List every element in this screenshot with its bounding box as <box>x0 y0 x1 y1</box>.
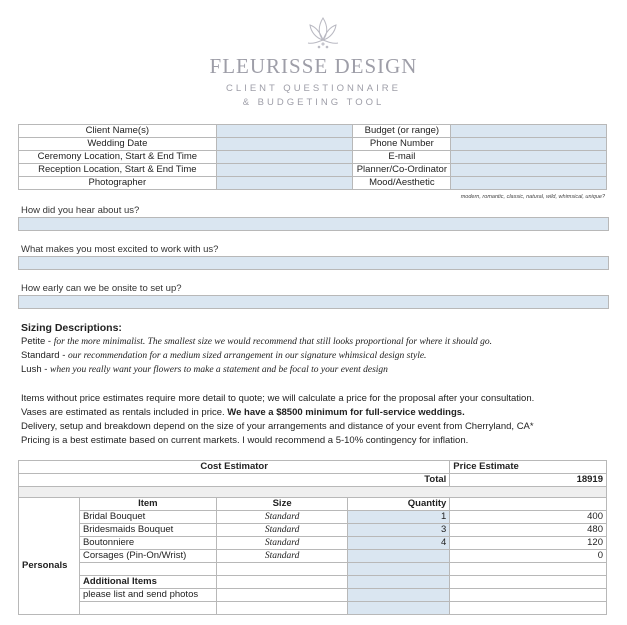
item-name: Bridal Bouquet <box>79 511 216 524</box>
additional-items-label: Additional Items <box>79 576 216 589</box>
budget-field[interactable] <box>451 125 607 138</box>
blank-cell <box>216 589 348 602</box>
table-row <box>19 537 607 550</box>
mood-label: Mood/Aesthetic <box>353 177 451 190</box>
note-line: Delivery, setup and breakdown depend on the size of your arrangements and distance of your event from Cherryland, CA* <box>21 421 534 432</box>
cost-estimator-table <box>18 460 607 615</box>
size-name: Standard - <box>21 350 66 361</box>
quantity-field[interactable] <box>348 576 450 589</box>
size-select[interactable]: Standard <box>216 524 348 537</box>
phone-label: Phone Number <box>353 138 451 151</box>
budget-label: Budget (or range) <box>353 125 451 138</box>
photographer-field[interactable] <box>216 177 353 190</box>
reception-location-field[interactable] <box>216 164 353 177</box>
blank-cell <box>216 576 348 589</box>
quantity-field[interactable]: 4 <box>348 537 450 550</box>
sizing-item <box>21 363 611 377</box>
email-label: E-mail <box>353 151 451 164</box>
section-personals: Personals <box>19 498 80 615</box>
price-value: 400 <box>450 511 607 524</box>
answer-excited-field[interactable] <box>18 256 609 270</box>
info-row <box>19 125 607 138</box>
size-desc: for the more minimalist. The smallest size we would recommend that still looks proportional for where it should go. <box>53 337 492 347</box>
col-quantity-header: Quantity <box>348 498 450 511</box>
sizing-item <box>21 349 611 363</box>
total-value: 18919 <box>450 474 607 487</box>
note-line <box>21 406 611 420</box>
size-select[interactable]: Standard <box>216 550 348 563</box>
size-select[interactable]: Standard <box>216 537 348 550</box>
quantity-field[interactable] <box>348 563 450 576</box>
price-value: 0 <box>450 550 607 563</box>
sizing-descriptions <box>21 321 611 377</box>
note-minimum: We have a $8500 minimum for full-service weddings. <box>227 407 465 418</box>
answer-hear-about-field[interactable] <box>18 217 609 231</box>
planner-field[interactable] <box>451 164 607 177</box>
additional-item-field[interactable] <box>79 602 216 615</box>
quantity-field[interactable] <box>348 589 450 602</box>
question-excited: What makes you most excited to work with us? <box>21 244 219 255</box>
ceremony-location-label: Ceremony Location, Start & End Time <box>19 151 217 164</box>
size-name: Petite - <box>21 336 52 347</box>
blank-cell <box>79 563 216 576</box>
table-row <box>19 602 607 615</box>
tagline-line-1: CLIENT QUESTIONNAIRE <box>226 83 401 94</box>
phone-field[interactable] <box>451 138 607 151</box>
table-row <box>19 563 607 576</box>
note-line: Items without price estimates require more detail to quote; we will calculate a price for the proposal after your consultation. <box>21 393 535 404</box>
brand-title: FLEURISSE DESIGN <box>209 54 418 78</box>
sizing-item <box>21 335 611 349</box>
spacer-row <box>19 487 607 498</box>
col-size-header: Size <box>216 498 348 511</box>
item-name: Bridesmaids Bouquet <box>79 524 216 537</box>
reception-location-label: Reception Location, Start & End Time <box>19 164 217 177</box>
price-value: 120 <box>450 537 607 550</box>
size-desc: our recommendation for a medium sized arrangement in our signature whimsical design style. <box>68 351 427 361</box>
pricing-notes <box>21 392 611 448</box>
lotus-icon <box>304 14 342 52</box>
blank-cell <box>450 563 607 576</box>
quantity-field[interactable] <box>348 550 450 563</box>
blank-cell <box>450 602 607 615</box>
note-vases: Vases are estimated as rentals included in price. <box>21 407 225 418</box>
cost-estimator-title: Cost Estimator <box>19 461 450 474</box>
price-value: 480 <box>450 524 607 537</box>
blank-cell <box>216 602 348 615</box>
blank-cell <box>450 576 607 589</box>
photographer-label: Photographer <box>19 177 217 190</box>
ceremony-location-field[interactable] <box>216 151 353 164</box>
sizing-heading: Sizing Descriptions: <box>21 322 122 334</box>
quantity-field[interactable] <box>348 602 450 615</box>
client-info-table <box>18 124 607 190</box>
wedding-date-field[interactable] <box>216 138 353 151</box>
total-label: Total <box>19 474 450 487</box>
size-name: Lush - <box>21 364 48 375</box>
blank-cell <box>450 589 607 602</box>
email-field[interactable] <box>451 151 607 164</box>
planner-label: Planner/Co-Ordinator <box>353 164 451 177</box>
additional-items-note: please list and send photos <box>79 589 216 602</box>
item-name: Corsages (Pin-On/Wrist) <box>79 550 216 563</box>
mood-hint: modern, romantic, classic, natural, wild, whimsical, unique? <box>460 194 605 200</box>
client-name-label: Client Name(s) <box>19 125 217 138</box>
size-desc: when you really want your flowers to make a statement and be focal to your event design <box>50 365 388 375</box>
question-setup-time: How early can we be onsite to set up? <box>21 283 182 294</box>
info-row <box>19 138 607 151</box>
tagline-line-2: & BUDGETING TOOL <box>242 97 385 108</box>
table-row <box>19 511 607 524</box>
info-row <box>19 151 607 164</box>
answer-setup-time-field[interactable] <box>18 295 609 309</box>
quantity-field[interactable]: 3 <box>348 524 450 537</box>
quantity-field[interactable]: 1 <box>348 511 450 524</box>
size-select[interactable]: Standard <box>216 511 348 524</box>
info-row <box>19 177 607 190</box>
client-name-field[interactable] <box>216 125 353 138</box>
note-line: Pricing is a best estimate based on current markets. I would recommend a 5-10% contingency for inflation. <box>21 435 469 446</box>
table-row <box>19 524 607 537</box>
header <box>0 0 627 118</box>
mood-field[interactable] <box>451 177 607 190</box>
question-hear-about: How did you hear about us? <box>21 205 140 216</box>
table-row <box>19 576 607 589</box>
price-header-blank <box>450 498 607 511</box>
table-row <box>19 550 607 563</box>
info-row <box>19 164 607 177</box>
blank-cell <box>216 563 348 576</box>
item-name: Boutonniere <box>79 537 216 550</box>
table-row <box>19 589 607 602</box>
col-item-header: Item <box>79 498 216 511</box>
price-estimate-header: Price Estimate <box>450 461 607 474</box>
wedding-date-label: Wedding Date <box>19 138 217 151</box>
